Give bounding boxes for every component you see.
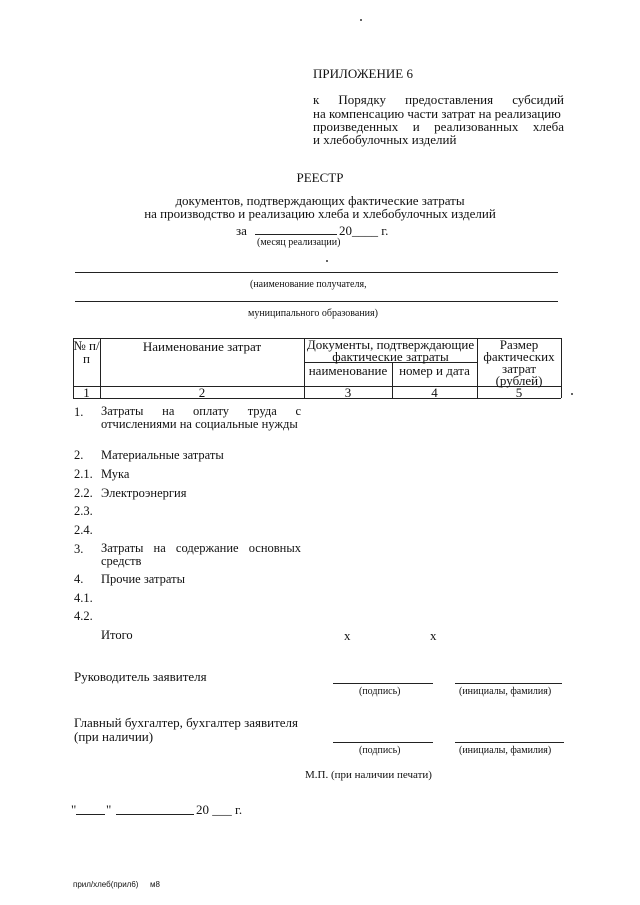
total-label: Итого bbox=[101, 628, 133, 642]
row-text: Мука bbox=[101, 467, 130, 481]
date-year: 20 ___ г. bbox=[196, 802, 243, 817]
scan-dot bbox=[571, 393, 573, 395]
row-text: Затраты на содержание основных средств bbox=[101, 541, 301, 568]
registry-title: РЕЕСТР bbox=[296, 170, 344, 185]
col-number-4: 4 bbox=[431, 385, 438, 400]
registry-subtitle-2: на производство и реализацию хлеба и хлебобулочных изделий bbox=[144, 206, 496, 221]
registry-subtitle-1: документов, подтверждающих фактические затраты bbox=[175, 193, 465, 208]
row-number: 2.4. bbox=[74, 523, 93, 537]
recipient-line-2 bbox=[75, 301, 558, 302]
recipient-hint-1: (наименование получателя, bbox=[250, 279, 367, 290]
head-signature-line bbox=[333, 683, 433, 684]
head-signature-hint: (подпись) bbox=[359, 686, 401, 697]
accountant-signature-line bbox=[333, 742, 433, 743]
row-number: 2.3. bbox=[74, 504, 93, 518]
accountant-signature-hint: (подпись) bbox=[359, 745, 401, 756]
row-number: 2. bbox=[74, 448, 84, 462]
order-line-4: и хлебобулочных изделий bbox=[313, 132, 457, 147]
col-number-1: 1 bbox=[83, 385, 90, 400]
total-x-doc-num: x bbox=[430, 628, 437, 643]
header-name: Наименование затрат bbox=[142, 339, 262, 354]
date-quote-open: " bbox=[71, 802, 77, 817]
head-name-hint: (инициалы, фамилия) bbox=[459, 686, 552, 697]
period-hint: (месяц реализации) bbox=[257, 237, 341, 248]
head-signature-label: Руководитель заявителя bbox=[74, 669, 207, 684]
col-number-5: 5 bbox=[515, 385, 523, 400]
header-amount: Размер фактических затрат (рублей) bbox=[483, 337, 555, 388]
footer-code: м8 bbox=[150, 880, 160, 889]
order-line-3: произведенных и реализованных хлеба bbox=[313, 119, 564, 134]
order-line-2: на компенсацию части затрат на реализацию bbox=[313, 106, 561, 121]
row-number: 4. bbox=[74, 572, 84, 586]
col-number-3: 3 bbox=[344, 385, 352, 400]
col-number-2: 2 bbox=[198, 385, 206, 400]
period-year: 20____ г. bbox=[339, 223, 389, 238]
stamp-place: М.П. (при наличии печати) bbox=[305, 769, 432, 781]
row-text: Материальные затраты bbox=[101, 448, 224, 462]
row-number: 1. bbox=[74, 405, 84, 419]
scan-dot bbox=[326, 260, 328, 262]
row-text: Прочие затраты bbox=[101, 572, 185, 586]
date-quote-close: " bbox=[106, 802, 112, 817]
accountant-name-hint: (инициалы, фамилия) bbox=[459, 745, 552, 756]
row-text: Затраты на оплату труда с отчислениями на социальные нужды bbox=[101, 404, 301, 431]
row-number: 2.2. bbox=[74, 486, 93, 500]
period-prefix: за bbox=[236, 223, 247, 238]
period-month-line bbox=[255, 234, 337, 235]
head-name-line bbox=[455, 683, 562, 684]
row-number: 4.1. bbox=[74, 591, 93, 605]
accountant-signature-note: (при наличии) bbox=[74, 729, 154, 744]
order-line-1: к Порядку предоставления субсидий bbox=[313, 92, 564, 107]
row-number: 4.2. bbox=[74, 609, 93, 623]
date-month-line bbox=[116, 814, 194, 815]
header-num: № п/п bbox=[73, 338, 100, 366]
row-text: Электроэнергия bbox=[101, 486, 187, 500]
row-number: 3. bbox=[74, 542, 84, 556]
accountant-signature-label: Главный бухгалтер, бухгалтер заявителя bbox=[74, 715, 299, 730]
header-doc-num: номер и дата bbox=[399, 363, 470, 378]
recipient-hint-2: муниципального образования) bbox=[248, 308, 378, 319]
recipient-line-1 bbox=[75, 272, 558, 273]
footer-file-name: прил/хлеб(прил6) bbox=[73, 880, 139, 889]
accountant-name-line bbox=[455, 742, 564, 743]
scan-dot bbox=[360, 19, 362, 21]
appendix-title: ПРИЛОЖЕНИЕ 6 bbox=[313, 66, 413, 81]
total-x-doc-name: x bbox=[344, 628, 351, 643]
row-number: 2.1. bbox=[74, 467, 93, 481]
header-docs: Документы, подтверждающие фактические затраты bbox=[306, 337, 475, 364]
header-doc-name: наименование bbox=[308, 363, 388, 378]
date-day-line bbox=[76, 814, 105, 815]
